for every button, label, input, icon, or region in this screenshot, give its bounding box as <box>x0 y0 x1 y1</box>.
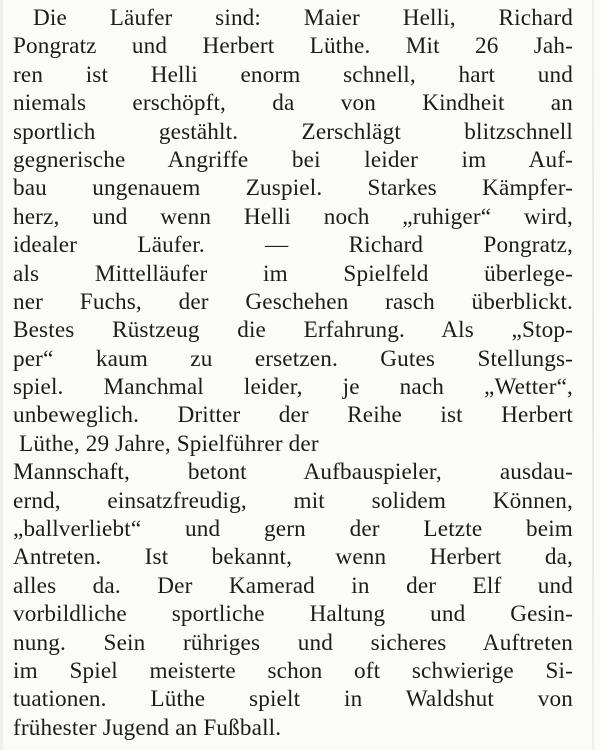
text-line: Antreten. Ist bekannt, wenn Herbert da, <box>13 544 573 571</box>
text-line: frühester Jugend an Fußball. <box>13 714 282 741</box>
text-line: alles da. Der Kamerad in der Elf und <box>13 572 573 599</box>
text-line: gegnerische Angriffe bei leider im Auf- <box>13 146 573 173</box>
text-line: niemals erschöpft, da von Kindheit an <box>13 90 573 117</box>
text-line: Bestes Rüstzeug die Erfahrung. Als „Stop- <box>13 317 573 344</box>
paper-edge-right <box>592 0 594 750</box>
text-line: per“ kaum zu ersetzen. Gutes Stellungs- <box>13 345 573 372</box>
text-line: bau ungenauem Zuspiel. Starkes Kämpfer- <box>13 175 573 202</box>
text-line: vorbildliche sportliche Haltung und Gesin- <box>13 601 573 628</box>
text-line: spiel. Manchmal leider, je nach „Wetter“, <box>13 374 573 401</box>
text-line: Lüthe, 29 Jahre, Spielführer der <box>19 430 319 457</box>
text-line: herz, und wenn Helli noch „ruhiger“ wird, <box>13 203 573 230</box>
text-line: Die Läufer sind: Maier Helli, Richard <box>33 5 573 31</box>
text-line: Pongratz und Herbert Lüthe. Mit 26 Jah- <box>13 33 573 60</box>
article-text-column <box>13 4 573 742</box>
text-line: idealer Läufer. — Richard Pongratz, <box>13 232 573 259</box>
text-line: Mannschaft, betont Aufbauspieler, ausdau- <box>13 459 573 486</box>
text-line: sportlich gestählt. Zerschlägt blitzschnell <box>13 118 573 145</box>
text-line: ren ist Helli enorm schnell, hart und <box>13 61 573 88</box>
text-line: im Spiel meisterte schon oft schwierige Si- <box>13 657 573 684</box>
text-line: „ballverliebt“ und gern der Letzte beim <box>13 516 573 543</box>
text-line: nung. Sein rühriges und sicheres Auftreten <box>13 629 573 656</box>
text-line: ner Fuchs, der Geschehen rasch überblickt. <box>13 288 573 315</box>
paper-edge-left <box>0 0 3 750</box>
text-line: ernd, einsatzfreudig, mit solidem Können, <box>13 487 573 514</box>
text-line: unbeweglich. Dritter der Reihe ist Herbert <box>13 402 573 429</box>
text-line: als Mittelläufer im Spielfeld überlege- <box>13 260 573 287</box>
text-line: tuationen. Lüthe spielt in Waldshut von <box>13 686 573 713</box>
